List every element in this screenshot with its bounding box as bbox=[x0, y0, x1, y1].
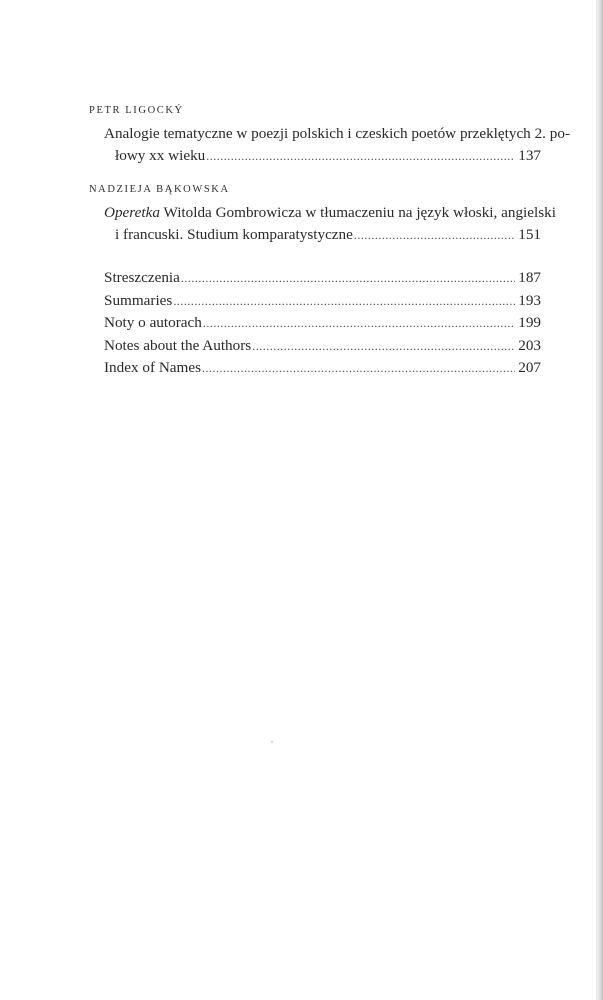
entry-title-line: łowy xx wieku bbox=[115, 147, 206, 164]
page-edge-shadow bbox=[597, 0, 603, 1000]
dot-leader bbox=[181, 268, 515, 290]
author-name: NADZIEJA BĄKOWSKA bbox=[89, 184, 230, 195]
toc-entry-bakowska bbox=[89, 183, 556, 246]
italic-title: Operetka bbox=[104, 204, 160, 221]
backmatter-item bbox=[104, 312, 541, 335]
backmatter-item bbox=[104, 290, 541, 313]
dot-leader bbox=[354, 224, 515, 246]
backmatter-item bbox=[104, 357, 541, 380]
backmatter-label: Noty o autorach bbox=[104, 314, 202, 331]
dot-leader bbox=[252, 336, 515, 358]
backmatter-label: Streszczenia bbox=[104, 269, 180, 286]
page-number: 187 bbox=[518, 269, 541, 286]
page-number: 193 bbox=[518, 291, 541, 309]
entry-title-line: Analogie tematyczne w poezji polskich i czeskich poetów przeklętych 2. po- bbox=[104, 125, 571, 142]
backmatter-item bbox=[104, 335, 541, 358]
backmatter-list bbox=[104, 267, 541, 380]
page-number: 199 bbox=[518, 314, 541, 331]
backmatter-label: Summaries bbox=[104, 291, 173, 309]
table-of-contents bbox=[89, 104, 571, 380]
toc-entry-ligocky bbox=[89, 104, 571, 167]
page-number: 151 bbox=[518, 226, 541, 243]
dot-leader bbox=[203, 313, 515, 335]
entry-title-continuation bbox=[104, 224, 541, 246]
dot-leader bbox=[206, 145, 515, 167]
page-number: 203 bbox=[518, 336, 541, 354]
entry-title-continuation bbox=[104, 145, 541, 167]
dot-leader bbox=[202, 358, 515, 380]
entry-title bbox=[104, 202, 556, 246]
backmatter-label: Index of Names bbox=[104, 359, 201, 376]
dot-leader bbox=[173, 291, 515, 313]
backmatter-item bbox=[104, 267, 541, 290]
entry-title bbox=[104, 123, 571, 167]
page-number: 137 bbox=[518, 147, 541, 164]
entry-title-rest: Witolda Gombrowicza w tłumaczeniu na język włoski, angielski bbox=[159, 204, 556, 221]
backmatter-label: Notes about the Authors bbox=[104, 336, 252, 354]
paper-speck bbox=[271, 741, 273, 743]
entry-title-line bbox=[104, 202, 556, 224]
author-name: PETR LIGOCKÝ bbox=[89, 105, 184, 116]
entry-title-line: i francuski. Studium komparatystyczne bbox=[115, 226, 353, 243]
page-number: 207 bbox=[518, 359, 541, 376]
